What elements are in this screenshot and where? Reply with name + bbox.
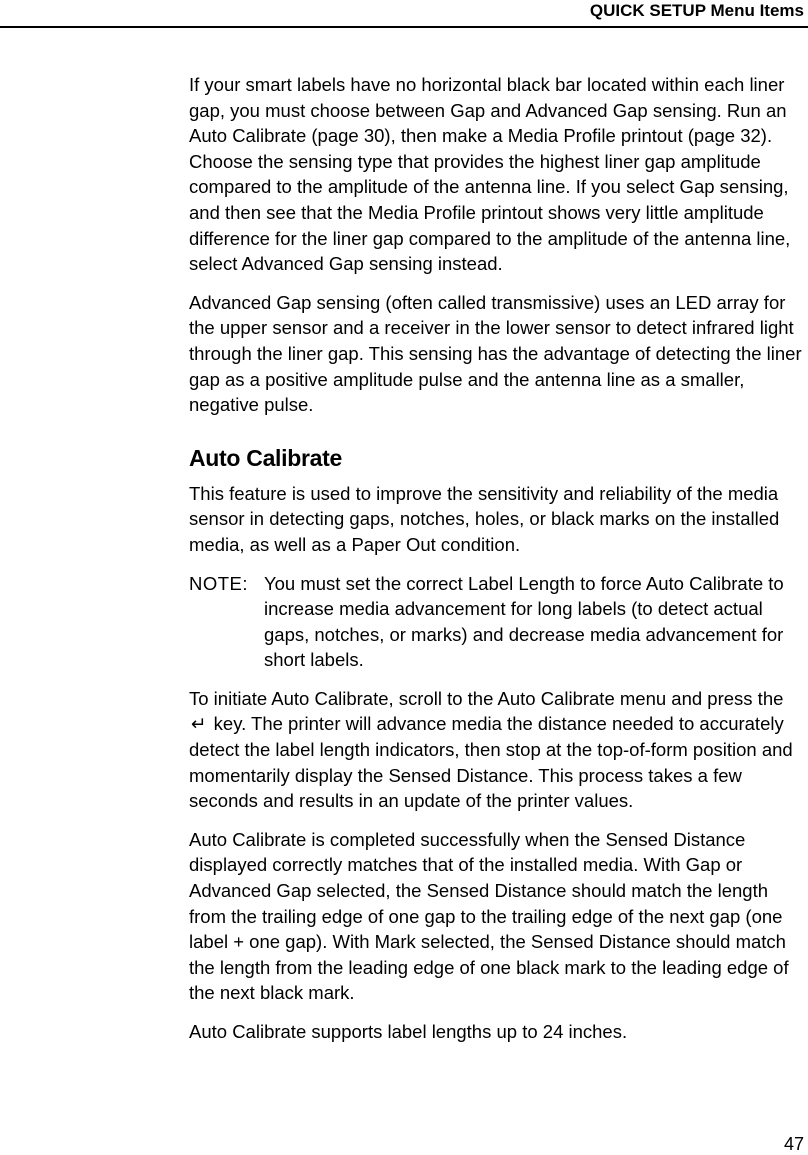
paragraph-feature: This feature is used to improve the sensitivity and reliability of the media sensor in detecting gaps, notches, holes, or black marks on the installed media, as well as a Paper Out condition. [189,482,780,555]
paragraph-supports: Auto Calibrate supports label lengths up to 24 inches. [189,1021,628,1042]
section-heading: Auto Calibrate [189,444,342,471]
header-rule [0,26,808,28]
note-label: NOTE: [189,572,249,594]
note-block [189,571,805,673]
page-number: 47 [783,1134,804,1154]
paragraph-advanced-gap: Advanced Gap sensing (often called transmissive) uses an LED array for the upper sensor and a receiver in the lower sensor to detect infrared light through the liner gap. This sensing has the advantage of detecting the liner gap as a positive amplitude pulse and the antenna line as a smaller, negative pulse. [189,291,802,416]
note-text: You must set the correct Label Length to force Auto Calibrate to increase media advancement for long labels (to detect actual gaps, notches, or marks) and decrease media advancement for short labels. [264,572,784,671]
running-header: QUICK SETUP Menu Items [589,1,804,20]
enter-key-icon: ↵ [191,713,207,735]
page-content [189,72,805,1058]
paragraph-initiate [189,686,805,814]
paragraph-completed: Auto Calibrate is completed successfully when the Sensed Distance displayed correctly matches that of the installed media. With Gap or Advanced Gap selected, the Sensed Distance should match the length from the trailing edge of one gap to the trailing edge of the next gap (one label + one gap). With Mark selected, the Sensed Distance should match the length from the leading edge of one black mark to the leading edge of the next black mark. [189,828,789,1004]
paragraph-initiate-before: To initiate Auto Calibrate, scroll to the Auto Calibrate menu and press the [189,687,784,709]
paragraph-gap-sensing: If your smart labels have no horizontal black bar located within each liner gap, you must choose between Gap and Advanced Gap sensing. Run an Auto Calibrate (page 30), then make a Media Profile printout (page 32). Choose the sensing type that provides the highest liner gap amplitude compared to the amplitude of the antenna line. If you select Gap sensing, and then see that the Media Profile printout shows very little amplitude difference for the liner gap compared to the amplitude of the antenna line, select Advanced Gap sensing instead. [189,74,791,275]
paragraph-initiate-after: key. The printer will advance media the distance needed to accurately detect the label length indicators, then stop at the top-of-form position and momentarily display the Sensed Distance. This process takes a few seconds and results in an update of the printer values. [189,713,793,812]
